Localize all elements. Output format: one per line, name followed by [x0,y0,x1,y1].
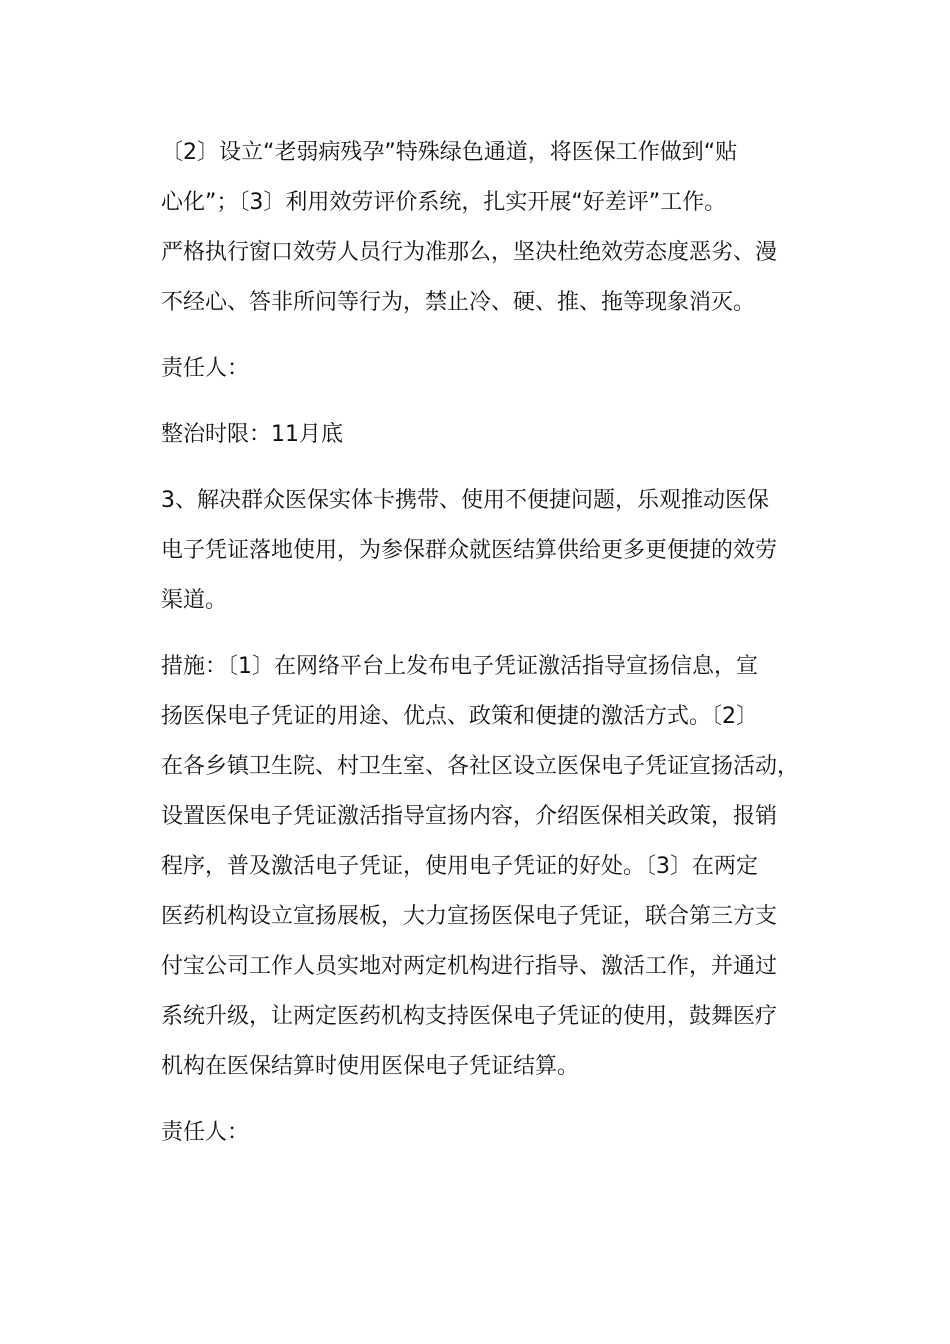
text-line: 〔2〕设立“老弱病残孕”特殊绿色通道，将医保工作做到“贴 [161,140,738,165]
document-body [161,128,800,1158]
paragraph-deadline [161,410,793,460]
paragraph-item-3 [161,476,793,626]
text-line: 心化”；〔3〕利用效劳评价系统，扎实开展“好差评”工作。 [161,190,727,215]
text-line: 系统升级，让两定医药机构支持医保电子凭证的使用，鼓舞医疗 [161,1004,778,1029]
text-line: 不经心、答非所问等行为，禁止冷、硬、推、拖等现象消灭。 [161,290,756,315]
text-line: 整治时限：11月底 [161,422,343,447]
text-line: 3、解决群众医保实体卡携带、使用不便捷问题，乐观推动医保 [161,488,769,513]
text-line: 扬医保电子凭证的用途、优点、政策和便捷的激活方式。〔2〕 [161,704,758,729]
text-line: 付宝公司工作人员实地对两定机构进行指导、激活工作，并通过 [161,954,778,979]
text-line: 程序，普及激活电子凭证，使用电子凭证的好处。〔3〕在两定 [161,854,758,879]
text-line: 严格执行窗口效劳人员行为准那么，坚决杜绝效劳态度恶劣、漫 [161,240,778,265]
text-line: 责任人： [161,356,250,381]
text-line: 责任人： [161,1120,250,1145]
paragraph-responsible-person-2 [161,1108,793,1158]
paragraph-measures-continued [161,128,793,328]
paragraph-measures [161,642,800,1092]
text-line: 渠道。 [161,588,228,613]
text-line: 设置医保电子凭证激活指导宣扬内容，介绍医保相关政策，报销 [161,804,778,829]
text-line: 措施：〔1〕在网络平台上发布电子凭证激活指导宣扬信息，宣 [161,654,758,679]
paragraph-responsible-person-1 [161,344,793,394]
text-line: 在各乡镇卫生院、村卫生室、各社区设立医保电子凭证宣扬活动， [161,754,800,779]
text-line: 机构在医保结算时使用医保电子凭证结算。 [161,1054,580,1079]
text-line: 电子凭证落地使用，为参保群众就医结算供给更多更便捷的效劳 [161,538,778,563]
text-line: 医药机构设立宣扬展板，大力宣扬医保电子凭证，联合第三方支 [161,904,778,929]
